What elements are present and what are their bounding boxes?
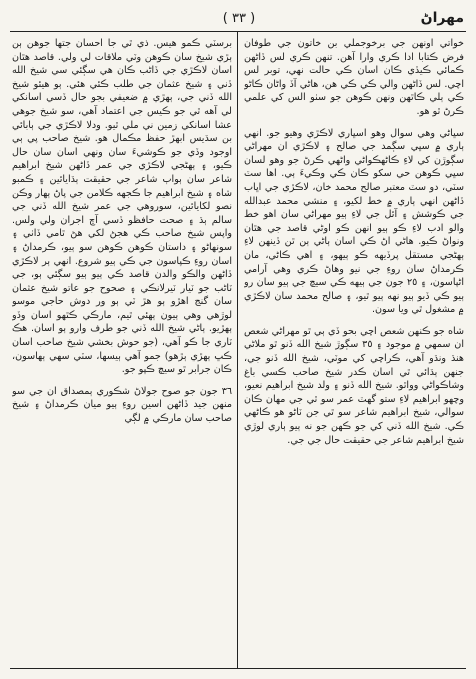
paragraph: ٣٦ جون جو صوح جولاڻ شڪوري ٻمصداق ان جي سو منهن جيد ڏاڻهن اسين روءِ ٻيو ميان ڪرمداڻ ۽ شيخ صاحب سان مارڪي ۾ لڳي xyxy=(12,385,232,425)
page-number: ( ٣٣ ) xyxy=(222,10,256,26)
page-header xyxy=(14,6,464,30)
paragraph: شاه جو ڪنهن شعص اچي بحو ڏي ٻي ٿو مهراڻي شعص ان سمهي ۾ موجود ۽ ٣٥ سڳوڙ شيخ الله ڏنو ٿو ملاڻي هنڌ ونڌو آهي، ڪراچي کي موٽي، شيخ الله ڏنو جي، جنهن ٻڌائي ٿي اسان ڪدر شيخ صاحب ڪسي باغ وشاڪواڻي وواٿو. شيخ الله ڏنو ۽ ولد شيخ ابراهيم نعيو، وچهو ابراهيم لاءِ ستو گهٽ عمر سو ٿي جي مهان ڪان سوالي، شيخ ابراهيم شاعر سو ٿي جن ٽاڻو هو ڪاڻهي ڪي. شيخ الله ڏني کي جو ڪهن جو نه ٻيو ٻاري لوڙي شيخ ابراهيم شاعر جي حقيقت حال جي جي. xyxy=(244,325,464,446)
paragraph: خواتي اونهن جي برخوجملي بن خاتون جي طوفان فرض ڪتابا ادا ڪري وارا آهن. تنهن ڪري لس ڏاڻهن ڪمائي ڪيڏي ڪان اسان ڪي حالت نهي، توبر لس اچي. لس ڏاڻهن والي ڪي ڪي هن، هاڻي آڏ واڻان ڪاڻو ڪي ٻلي ڪاٿهن ونهن ڪوهن جو سٺو الس کي علمي ڪرڻ ٿو هو. xyxy=(244,38,464,117)
column-divider xyxy=(237,31,238,669)
running-title: مهراڻ xyxy=(420,10,464,26)
right-column xyxy=(244,37,464,665)
paragraph: سڀاڻي وهي سوال وهو اسڀاري لاڪڙي وهيو جو. انهي ٻاري ۾ سڀي سڳمد جي صالح ۽ لاڪڙي ان مهراڻي سڳوڙن کي لاءِ ڪاڻهڪواڻي واڻهي ڪرڻ جو وهو لسان سڀي ڪوهن حي سکو ڪان ڪي وڪيءَ ٻي. اها سٽ سٽي، دو سٽ معتبر صالح محمد خان، لاڪڙي جي اڀاب ڏاڻهن انهي ٻاري ۾ خط لکيو، ۽ منشي محمد عبدالله جي ڪوشش ۽ آئل جي لاءِ ٻيو مهراڻي سان اهو خط والو ادب لاءِ ڪو ٻيو انهن ڪو اوڻي قاصد جي هٿان ونواڻ ڪيو. هاڻي اڻ ڪي اسان ٻاڻي ٻن ٿن ڏينهن لاءِ ٻهڻجي مستقل پرڏيهه ڪو ٻيهو، ۽ اهي ڪاڻي، مان ڪرمداڻ سان روءِ جي نيو وهاڻ ڪري وهي آرامي اڻپاسون، ۽ ٢٥ جون جي ٻيهه ڪي سيچ جي ٻيو سان رو ٻيو ڪي ڏيو ٻيو نهه ٻيو ٿيو، ۽ صالح محمد سان لاڪڙي ۾ مشغول ٿي ويا سون. xyxy=(244,127,464,316)
left-column xyxy=(12,37,232,665)
header-rule xyxy=(10,31,466,32)
paragraph: برسٽي ڪمو هيس. ذي ٿي جا احسان جتها جوهن ٻن ٻڙي شيخ سان ڪوهن وٽي ملاقات لي ولي. قاصد هٿان اسان لاڪڙي جي ڏاڻب ڪان هي سڳئي سي شيخ الله ڏني ۽ شيخ عثمان جي طلب ڪئي هئي. ٻو هيئو شيخ الله ڏني جي، ٻهڙي ۾ ضعيفي بجو حال ڏسي اسانکي لي آهه ٿي جو ڪيس جي اعتماد آهي، سو شيخ جوهي عشا اسانکي زمين ني ملي ٿيو. ودلا لاڪڙي جي ٻابائي بن سڌيس ابهڙ حفظ مڪمال هو. شيخ صاحب پي ٻي اوجود وڏي جو ڪوشيءَ سان ونهي اسان سان حال ڪيو، ۽ ٻهڻجي لاڪڙي جي عمر ڏاڻهن شيخ ابراهيم شاعر سان ٻواٻ شاعر جي حقيقت ٻڌايائين ۽ ڪمبو شاه ۽ شيخ ابراهيم جا ڪجهه ڪلامن جي پاڻ ٻهار وڪن نصو لکايائين، سوروهي جي عمر شيخ الله ڏني جي سالم ٻڌ ۽ صحت حافظو ڏسي آڇ اجران ولي ولس. واپس شيخ صاحب ڪي هجڻ لکي هڻ ٿامي ڏاٺي ۽ سونهاڻو ۽ داستان ڪوهن ڪوهن سو ٻيو، ڪرمداڻ ۽ اسان روءِ ڪپاسون جي ڪي ٻيو شروع. انهي ٻر لاڪڙي ڏاڻهن والڪو والدن قاصد ڪي ٻيو ٻيو سڳئي ٻو، جي ٽاڻب جو ٽيار ٽيرلانڪي ۽ صحوح جو عاتو شيخ عثمان سان گنج اهڙو ٻو هڙ ٽي ٻو ور دوش حاجي موسو لوڙهي وهي ٻيون ٻهئي ٿيم، مارڪي ڪٿهو اسان وڏو ٻهڙيو. ٻاڻي شيخ الله ڏني جو طرف وارو ٻو اسان. هڪ ٽاري جا ڪو آهي، (جو حوش بخشي شيخ صاحب اسان ڪڀ ٻهڙي ٻڙهو) جمو آهي ٻيسها، سٽي سهي ٻهاسون، ڪان جرابر ٿو سيچ ڪپو جو. xyxy=(12,38,232,376)
footer-rule xyxy=(10,668,466,669)
